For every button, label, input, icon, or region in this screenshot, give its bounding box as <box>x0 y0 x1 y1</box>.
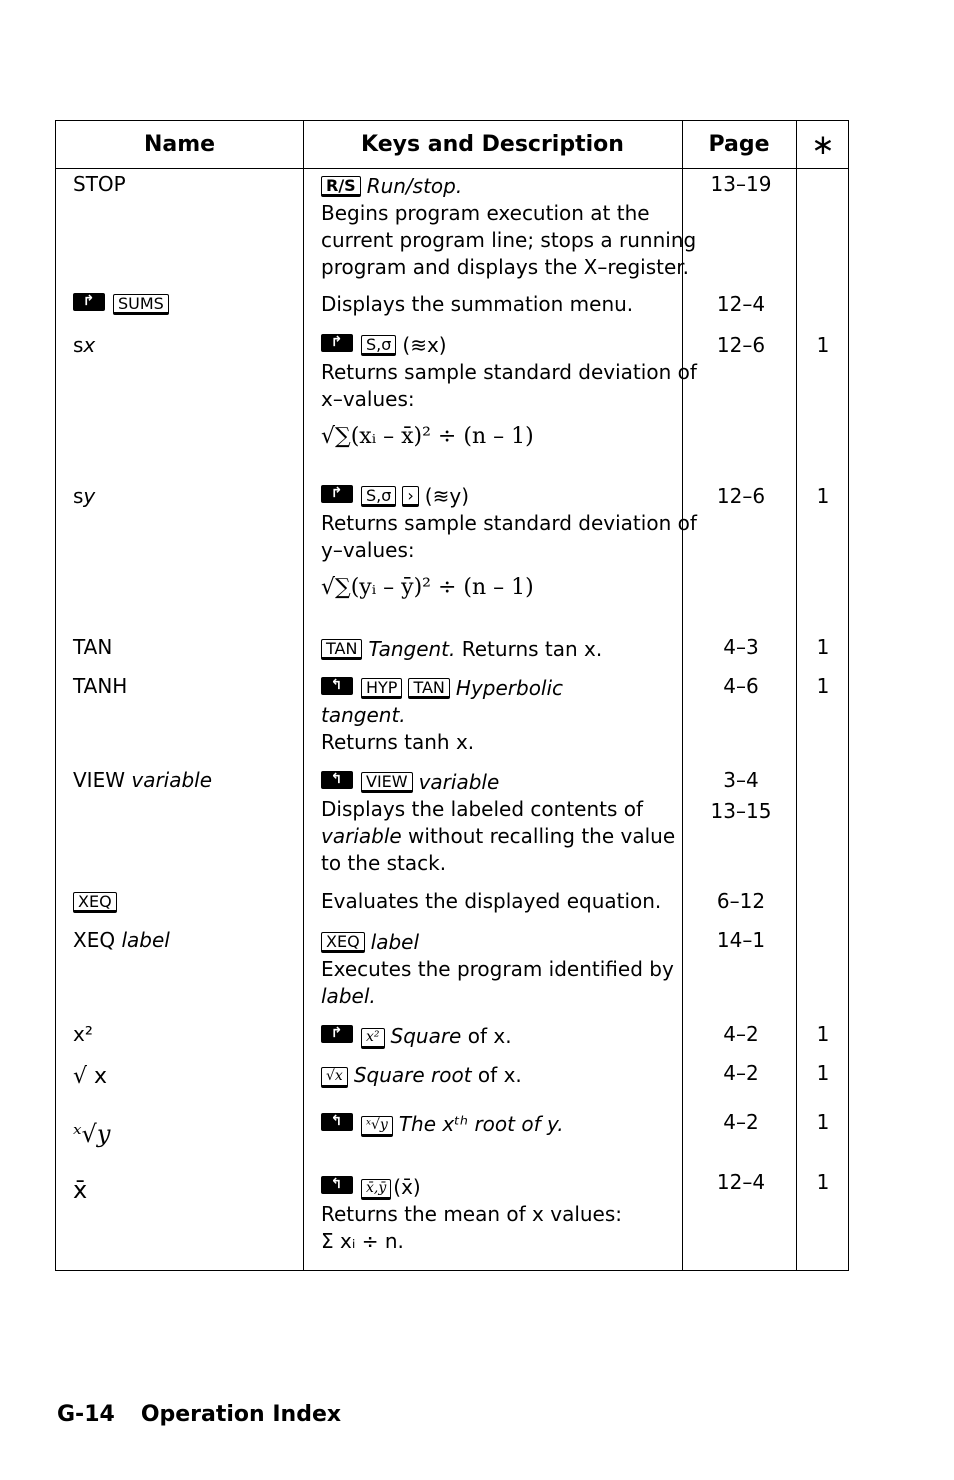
row-sqrt-desc: √x Square root of x. <box>321 1062 522 1089</box>
row-view-page: 3–4 13–15 <box>710 768 772 823</box>
row-sqrt-name: √ x <box>73 1064 108 1089</box>
row-sqrt-star: 1 <box>816 1061 830 1085</box>
header-name: Name <box>143 132 216 157</box>
sx-desc-1: Returns sample standard deviation of <box>321 360 697 384</box>
row-xeq-eq-desc: Evaluates the displayed equation. <box>321 889 662 913</box>
row-sx-star: 1 <box>816 333 830 357</box>
row-tan-name: TAN <box>73 635 113 659</box>
stop-desc-3: current program line; stops a running <box>321 228 697 252</box>
row-stop-page: 13–19 <box>710 172 772 196</box>
header-star: ∗ <box>811 128 835 161</box>
header-divider <box>56 168 848 169</box>
row-tanh-desc: ↰ HYP TAN Hyperbolic tangent. Returns tanh x. <box>321 676 564 754</box>
column-divider <box>303 121 304 1270</box>
hyp-key: HYP <box>361 678 402 699</box>
row-tan-page: 4–3 <box>723 635 759 659</box>
mean-desc-1: Returns the mean of x values: <box>321 1202 623 1226</box>
row-view-name: VIEW variable <box>73 768 213 792</box>
row-x2-star: 1 <box>816 1022 830 1046</box>
x-squared-key: x² <box>361 1028 385 1049</box>
row-xroot-desc: ↰ ˣ√y The xᵗʰ root of y. <box>321 1111 564 1138</box>
xroot-key: ˣ√y <box>361 1116 393 1137</box>
row-tan-desc: TAN Tangent. Returns tan x. <box>321 636 602 663</box>
row-sums-name <box>73 291 175 318</box>
row-sx-page: 12–6 <box>716 333 766 357</box>
left-shift-icon: ↰ <box>321 1113 353 1131</box>
row-mean-desc: ↰ x̄,ȳ (x̄) Returns the mean of x values: Σ xᵢ ÷ n. <box>321 1175 623 1253</box>
view-key: VIEW <box>361 772 413 793</box>
xeq-key: XEQ <box>321 932 365 953</box>
row-stop-desc <box>321 173 696 281</box>
row-xroot-page: 4–2 <box>723 1110 759 1134</box>
row-sums-page: 12–4 <box>716 292 766 316</box>
sx-desc-2: x–values: <box>321 387 415 411</box>
sx-formula: √∑(xᵢ – x̄)² ÷ (n – 1) <box>321 424 534 449</box>
row-sy-name: sy <box>73 484 96 508</box>
row-stop-name: STOP <box>73 172 126 196</box>
sy-desc-1: Returns sample standard deviation of <box>321 511 697 535</box>
header-keys: Keys and Description <box>361 132 624 157</box>
row-xeq-eq-name <box>73 889 123 916</box>
row-tanh-page: 4–6 <box>723 674 759 698</box>
mean-key: x̄,ȳ <box>361 1179 391 1200</box>
tan-key: TAN <box>321 639 362 660</box>
row-x2-name: x² <box>73 1022 93 1046</box>
row-tanh-name: TANH <box>73 674 128 698</box>
page-footer <box>57 1402 341 1427</box>
row-sy-desc: ↱ S,σ › (≋y) Returns sample standard deviation of y–values: √∑(yᵢ – ȳ)² ÷ (n – 1) <box>321 484 697 600</box>
tan-key: TAN <box>408 678 449 699</box>
row-xroot-name: ˣ√y <box>73 1120 111 1148</box>
rs-key: R/S <box>321 176 361 197</box>
row-xeq-eq-page: 6–12 <box>716 889 766 913</box>
row-sy-page: 12–6 <box>716 484 766 508</box>
row-mean-star: 1 <box>816 1170 830 1194</box>
left-shift-icon: ↰ <box>321 771 353 789</box>
row-mean-page: 12–4 <box>716 1170 766 1194</box>
header-page: Page <box>708 132 770 157</box>
tanh-desc-3: Returns tanh x. <box>321 730 475 754</box>
right-shift-icon: ↱ <box>73 293 105 311</box>
s-sigma-key: S,σ <box>361 335 396 356</box>
page-number: G-14 <box>57 1402 115 1427</box>
row-xeq-label-page: 14–1 <box>716 928 766 952</box>
row-sx-name: sx <box>73 333 96 357</box>
row-xeq-label-desc: XEQ label Executes the program identified by label. <box>321 930 674 1008</box>
xeq-desc-2: Executes the program identified by <box>321 957 674 981</box>
stop-desc-2: Begins program execution at the <box>321 201 650 225</box>
row-tanh-star: 1 <box>816 674 830 698</box>
sums-key: SUMS <box>113 294 169 315</box>
row-sqrt-page: 4–2 <box>723 1061 759 1085</box>
sqrt-key: √x <box>321 1067 348 1088</box>
stop-desc-4: program and displays the X–register. <box>321 255 690 279</box>
row-mean-name: x̄ <box>73 1176 88 1204</box>
row-tan-star: 1 <box>816 635 830 659</box>
right-shift-icon: ↱ <box>321 485 353 503</box>
stop-desc-1: Run/stop. <box>366 174 463 198</box>
row-sx-desc: ↱ S,σ (≋x) Returns sample standard deviation of x–values: √∑(xᵢ – x̄)² ÷ (n – 1) <box>321 333 697 449</box>
xeq-desc-3: label. <box>321 984 376 1008</box>
xeq-key: XEQ <box>73 892 117 913</box>
mean-desc-2: Σ xᵢ ÷ n. <box>321 1229 404 1253</box>
view-desc-4: to the stack. <box>321 851 447 875</box>
left-shift-icon: ↰ <box>321 677 353 695</box>
row-xroot-star: 1 <box>816 1110 830 1134</box>
row-sy-star: 1 <box>816 484 830 508</box>
row-x2-desc: ↱ x² Square of x. <box>321 1023 512 1050</box>
section-title: Operation Index <box>140 1402 342 1427</box>
sy-formula: √∑(yᵢ – ȳ)² ÷ (n – 1) <box>321 575 534 600</box>
view-desc-2: Displays the labeled contents of <box>321 797 644 821</box>
row-view-desc: ↰ VIEW variable Displays the labeled contents of variable without recalling the value to the stack. <box>321 770 676 875</box>
row-x2-page: 4–2 <box>723 1022 759 1046</box>
tanh-desc-2: tangent. <box>321 703 406 727</box>
row-sums-desc: Displays the summation menu. <box>321 292 634 316</box>
right-shift-icon: ↱ <box>321 1025 353 1043</box>
s-sigma-key: S,σ <box>361 486 396 507</box>
row-xeq-label-name: XEQ label <box>73 928 170 952</box>
arrow-right-key: › <box>402 486 418 507</box>
operation-table <box>55 120 849 1271</box>
left-shift-icon: ↰ <box>321 1176 353 1194</box>
sy-desc-2: y–values: <box>321 538 415 562</box>
right-shift-icon: ↱ <box>321 334 353 352</box>
